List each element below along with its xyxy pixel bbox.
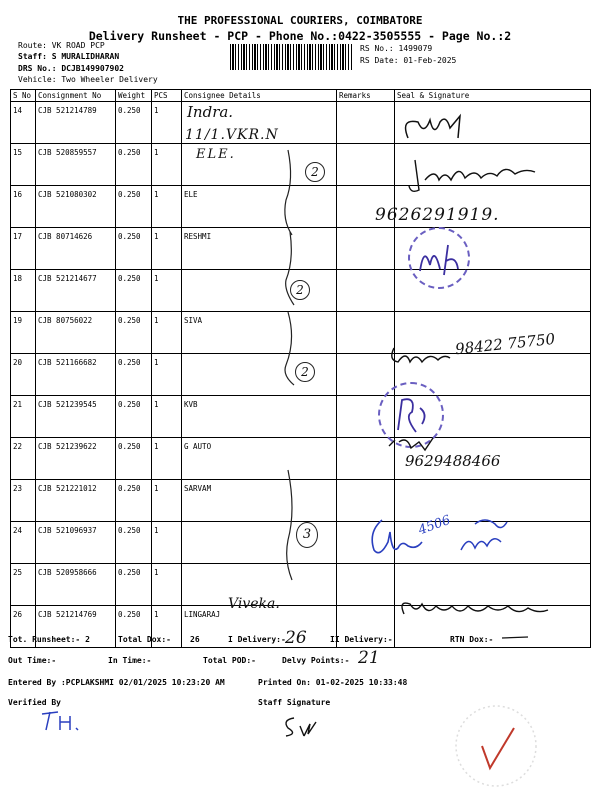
table-row — [11, 102, 591, 144]
row-pcs: 1 — [152, 438, 182, 480]
out-time-label: Out Time:- — [8, 656, 57, 665]
delvy-points-label: Delvy Points:- — [282, 656, 350, 665]
group-marker-2: 2 — [290, 280, 310, 300]
row-consignment-no: CJB 521096937 — [36, 522, 116, 564]
printed-on: Printed On: 01-02-2025 10:33:48 — [258, 678, 408, 687]
row-weight: 0.250 — [116, 312, 152, 354]
row-weight: 0.250 — [116, 354, 152, 396]
row-weight: 0.250 — [116, 522, 152, 564]
signature-24 — [368, 512, 428, 562]
row-remarks — [337, 270, 395, 312]
row-weight: 0.250 — [116, 438, 152, 480]
vehicle-label: Vehicle: Two Wheeler Delivery — [18, 75, 158, 84]
row-pcs: 1 — [152, 144, 182, 186]
staff-signature — [280, 712, 330, 740]
row-remarks — [337, 228, 395, 270]
handwritten-indra: Indra. — [187, 103, 234, 121]
col-pcs: PCS — [152, 90, 182, 102]
total-pod-label: Total POD:- — [203, 656, 256, 665]
group-marker-3: 2 — [295, 362, 315, 382]
row-sno: 22 — [11, 438, 36, 480]
route-label: Route: VK ROAD PCP — [18, 41, 105, 50]
row-pcs: 1 — [152, 102, 182, 144]
verified-by-label: Verified By — [8, 698, 61, 707]
i-delivery-value: 26 — [285, 628, 307, 648]
col-sno: S No — [11, 90, 36, 102]
col-consignment: Consignment No — [36, 90, 116, 102]
row-weight: 0.250 — [116, 564, 152, 606]
row-consignee: SIVA — [182, 312, 337, 354]
handwritten-phone-2: 98422 75750 — [454, 329, 556, 359]
row-consignment-no: CJB 521239622 — [36, 438, 116, 480]
row-pcs: 1 — [152, 564, 182, 606]
row-consignee: G AUTO — [182, 438, 337, 480]
handwritten-phone-1: 9626291919. — [375, 205, 500, 225]
signature-14 — [400, 108, 480, 148]
company-title: THE PROFESSIONAL COURIERS, COIMBATORE — [177, 14, 423, 27]
barcode — [230, 44, 352, 70]
row-sno: 24 — [11, 522, 36, 564]
row-weight: 0.250 — [116, 228, 152, 270]
i-delivery-label: I Delivery:- — [228, 635, 286, 644]
table-header-row — [11, 90, 591, 102]
row-consignment-no: CJB 521166682 — [36, 354, 116, 396]
handwritten-phone-3: 9629488466 — [405, 452, 501, 470]
group-marker-4: 3 — [296, 522, 318, 548]
row-pcs: 1 — [152, 312, 182, 354]
row-remarks — [337, 144, 395, 186]
rtn-dox-label: RTN Dox:- — [450, 635, 494, 644]
staff-signature-label: Staff Signature — [258, 698, 331, 707]
drs-number: DRS No.: DCJB149907902 — [18, 64, 124, 73]
row-sno: 25 — [11, 564, 36, 606]
row-consignee: SARVAM — [182, 480, 337, 522]
row-sno: 14 — [11, 102, 36, 144]
row-consignment-no: CJB 80714626 — [36, 228, 116, 270]
row-consignment-no: CJB 520958666 — [36, 564, 116, 606]
row-sno: 19 — [11, 312, 36, 354]
row-weight: 0.250 — [116, 480, 152, 522]
faint-seal-mark — [448, 698, 548, 788]
row-consignment-no: CJB 521214769 — [36, 606, 116, 648]
entered-by: Entered By :PCPLAKSHMI 02/01/2025 10:23:20 AM — [8, 678, 225, 687]
row-consignee: LINGARAJ — [182, 606, 337, 648]
delvy-points-value: 21 — [358, 648, 380, 668]
row-weight: 0.250 — [116, 186, 152, 228]
row-sno: 16 — [11, 186, 36, 228]
row-weight: 0.250 — [116, 396, 152, 438]
row-sno: 17 — [11, 228, 36, 270]
handwritten-address: 11/1.VKR.N — [185, 127, 279, 143]
row-sno: 26 — [11, 606, 36, 648]
row-pcs: 1 — [152, 480, 182, 522]
row-consignment-no: CJB 521214677 — [36, 270, 116, 312]
total-dox-label: Total Dox:- — [118, 635, 171, 644]
row-sno: 21 — [11, 396, 36, 438]
ii-delivery-label: II Delivery:- — [330, 635, 393, 644]
row-pcs: 1 — [152, 606, 182, 648]
col-seal-signature: Seal & Signature — [395, 90, 591, 102]
row-weight: 0.250 — [116, 270, 152, 312]
rtn-dox-dash — [500, 634, 530, 642]
verified-by-signature — [38, 708, 88, 734]
row-remarks — [337, 102, 395, 144]
in-time-label: In Time:- — [108, 656, 152, 665]
row-consignment-no: CJB 80756022 — [36, 312, 116, 354]
row-pcs: 1 — [152, 186, 182, 228]
row-sno: 15 — [11, 144, 36, 186]
rs-number: RS No.: 1499079 — [360, 44, 433, 53]
row-consignee: KVB — [182, 396, 337, 438]
rs-date: RS Date: 01-Feb-2025 — [360, 56, 457, 65]
row-consignment-no: CJB 520859557 — [36, 144, 116, 186]
company-seal-1 — [408, 227, 470, 289]
runsheet-title: Delivery Runsheet - PCP - Phone No.:0422-3505555 - Page No.:2 — [88, 29, 512, 43]
row-pcs: 1 — [152, 228, 182, 270]
col-weight: Weight — [116, 90, 152, 102]
signature-26 — [398, 594, 558, 624]
row-consignment-no: CJB 521214789 — [36, 102, 116, 144]
handwritten-note-1: 4506 — [416, 512, 453, 539]
row-consignment-no: CJB 521239545 — [36, 396, 116, 438]
row-pcs: 1 — [152, 354, 182, 396]
group-marker-1: 2 — [305, 162, 325, 182]
col-consignee: Consignee Details — [182, 90, 337, 102]
handwritten-ele: ELE. — [196, 147, 236, 162]
row-pcs: 1 — [152, 396, 182, 438]
row-pcs: 1 — [152, 522, 182, 564]
signature-15 — [405, 150, 555, 200]
row-sno: 20 — [11, 354, 36, 396]
row-sno: 18 — [11, 270, 36, 312]
col-remarks: Remarks — [337, 90, 395, 102]
row-sno: 23 — [11, 480, 36, 522]
signature-20 — [388, 340, 458, 370]
row-weight: 0.250 — [116, 144, 152, 186]
row-consignment-no: CJB 521221012 — [36, 480, 116, 522]
row-weight: 0.250 — [116, 102, 152, 144]
signature-24-b — [455, 510, 515, 560]
total-dox-value: 26 — [190, 635, 200, 644]
row-consignment-no: CJB 521080302 — [36, 186, 116, 228]
row-weight: 0.250 — [116, 606, 152, 648]
row-remarks — [337, 564, 395, 606]
row-consignee: RESHMI — [182, 228, 337, 270]
total-runsheet: Tot. Runsheet:- 2 — [8, 635, 90, 644]
handwritten-viveka: Viveka. — [228, 596, 280, 612]
staff-label: Staff: S MURALIDHARAN — [18, 52, 120, 61]
row-consignee: ELE — [182, 186, 337, 228]
row-remarks — [337, 312, 395, 354]
row-pcs: 1 — [152, 270, 182, 312]
